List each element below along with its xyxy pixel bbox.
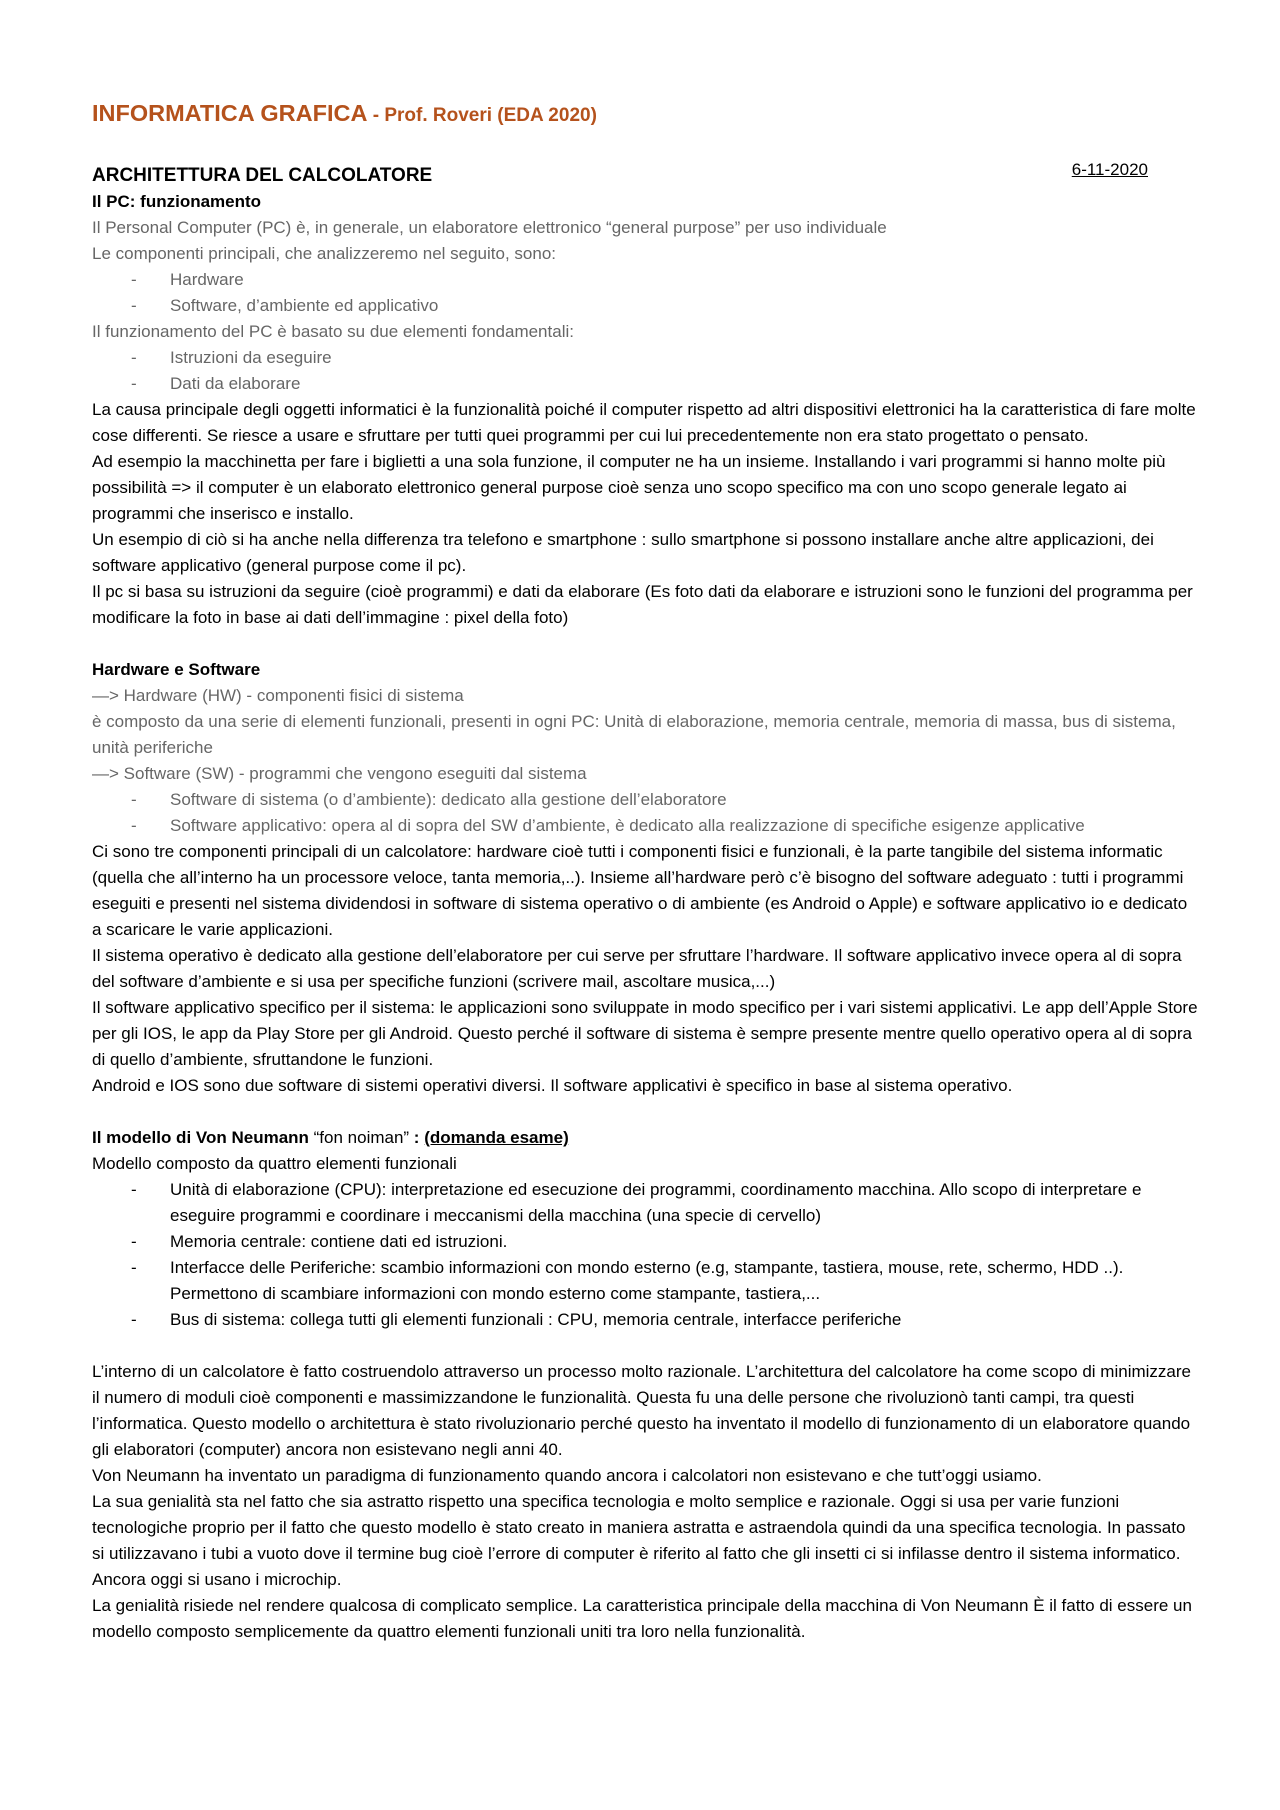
title-main: INFORMATICA GRAFICA [92,100,368,126]
model-elements-list [92,1177,1200,1333]
subheading-hardware-software: Hardware e Software [92,660,261,679]
body-paragraph: L’interno di un calcolatore è fatto costruendolo attraverso un processo molto razionale. L’architettura del calcolatore ha come scopo di minimizzare il numero di moduli cioè componenti e massimizzandone le funzionalità. Questa fu una delle persone che rivoluzionò tanti campi, tra questi l’informatica. Questo modello o architettura è stato rivoluzionario perché questo ha inventato il modello di funzionamento di un elaboratore quando gli elaboratori (computer) ancora non esistevano negli anni 40. [92,1362,1191,1459]
intro-paragraph-1: Il Personal Computer (PC) è, in generale, un elaboratore elettronico “general purpose” per uso individuale [92,218,887,237]
list-item: - Istruzioni da eseguire [92,345,1200,371]
elements-list [92,345,1200,397]
list-item: - Unità di elaborazione (CPU): interpretazione ed esecuzione dei programmi, coordinamento macchina. Allo scopo di interpretare e eseguire programmi e coordinare i meccanismi della macchina (una specie di cervello) [92,1177,1200,1229]
spacer [92,1333,1200,1359]
software-list [92,787,1200,839]
body-paragraph: Il pc si basa su istruzioni da seguire (cioè programmi) e dati da elaborare (Es foto dati da elaborare e istruzioni sono le funzioni del programma per modificare la foto in base ai dati dell’immagine : pixel della foto) [92,582,1193,627]
body-paragraph: La genialità risiede nel rendere qualcosa di complicato semplice. La caratteristica principale della macchina di Von Neumann È il fatto di essere un modello composto semplicemente da quattro elementi funzionali uniti tra loro nella funzionalità. [92,1596,1192,1641]
list-item: - Dati da elaborare [92,371,1200,397]
body-paragraph: La sua genialità sta nel fatto che sia astratto rispetto una specifica tecnologia e molto semplice e razionale. Oggi si usa per varie funzioni tecnologiche proprio per il fatto che questo modello è stato creato in maniera astratta e astraendola quindi da una specifica tecnologia. In passato si utilizzavano i tubi a vuoto dove il termine bug cioè l’errore di computer è riferito al fatto che gli insetti ci si infilasse dentro il sistema informatico. Ancora oggi si usano i microchip. [92,1492,1186,1589]
body-paragraph: Il sistema operativo è dedicato alla gestione dell’elaboratore per cui serve per sfruttare l’hardware. Il software applicativo invece opera al di sopra del software d’ambiente e si usa per specifiche funzioni (scrivere mail, ascoltare musica,...) [92,946,1182,991]
intro-paragraph-2: Le componenti principali, che analizzeremo nel seguito, sono: [92,244,556,263]
body-paragraph: Il software applicativo specifico per il sistema: le applicazioni sono sviluppate in modo specifico per i vari sistemi applicativi. Le app dell’Apple Store per gli IOS, le app da Play Store per gli Android. Questo perché il software di sistema è sempre presente mentre quello operativo opera al di sopra di quello d’ambiente, sfruttandone le funzioni. [92,998,1198,1069]
lecture-date: 6-11-2020 [1071,160,1148,179]
section-heading-text: ARCHITETTURA DEL CALCOLATORE [92,165,433,186]
list-item: - Interfacce delle Periferiche: scambio informazioni con mondo esterno (e.g, stampante, tastiera, mouse, rete, schermo, HDD ..). Permettono di scambiare informazioni con mondo esterno come stampante, tastiera,... [92,1255,1200,1307]
body-paragraph: Un esempio di ciò si ha anche nella differenza tra telefono e smartphone : sullo smartphone si possono installare anche altre applicazioni, dei software applicativo (general purpose come il pc). [92,530,1154,575]
heading-part: Il modello di Von Neumann [92,1128,314,1147]
subheading-von-neumann [92,1125,1200,1151]
hardware-line: —> Hardware (HW) - componenti fisici di sistema [92,686,464,705]
body-paragraph: Ci sono tre componenti principali di un calcolatore: hardware cioè tutti i componenti fisici e funzionali, è la parte tangibile del sistema informatic (quella che all’interno ha un processore veloce, tanta memoria,..). Insieme all’hardware però c’è bisogno del software adeguato : tutti i programmi eseguiti e presenti nel sistema dividendosi in software di sistema operativo o di ambiente (es Android o Apple) e software applicativo io e dedicato a scaricare le varie applicazioni. [92,842,1188,939]
spacer [92,631,1200,657]
body-paragraph: Android e IOS sono due software di sistemi operativi diversi. Il software applicativi è specifico in base al sistema operativo. [92,1076,1013,1095]
basis-paragraph: Il funzionamento del PC è basato su due elementi fondamentali: [92,322,574,341]
components-list [92,267,1200,319]
software-line: —> Software (SW) - programmi che vengono eseguiti dal sistema [92,764,587,783]
pronunciation-note: “fon noiman” [313,1128,410,1147]
document-page [92,100,1200,1645]
hardware-description: è composto da una serie di elementi funzionali, presenti in ogni PC: Unità di elaborazione, memoria centrale, memoria di massa, bus di sistema, unità periferiche [92,712,1176,757]
body-paragraph: Ad esempio la macchinetta per fare i biglietti a una sola funzione, il computer ne ha un insieme. Installando i vari programmi si hanno molte più possibilità => il computer è un elaborato elettronico general purpose cioè senza uno scopo specifico ma con uno scopo generale legato ai programmi che inserisco e installo. [92,452,1166,523]
subheading-pc-funzionamento: Il PC: funzionamento [92,192,262,211]
list-item: - Hardware [92,267,1200,293]
document-title [92,100,1200,127]
model-intro: Modello composto da quattro elementi funzionali [92,1154,457,1173]
body-paragraph: Von Neumann ha inventato un paradigma di funzionamento quando ancora i calcolatori non esistevano e che tutt’oggi usiamo. [92,1466,1042,1485]
list-item: - Bus di sistema: collega tutti gli elementi funzionali : CPU, memoria centrale, interfacce periferiche [92,1307,1200,1333]
section-heading-architettura [92,160,1200,189]
list-item: - Software applicativo: opera al di sopra del SW d’ambiente, è dedicato alla realizzazione di specifiche esigenze applicative [92,813,1200,839]
exam-question-tag: (domanda esame) [424,1128,569,1147]
list-item: - Software, d’ambiente ed applicativo [92,293,1200,319]
body-paragraph: La causa principale degli oggetti informatici è la funzionalità poiché il computer rispetto ad altri dispositivi elettronici ha la caratteristica di fare molte cose differenti. Se riesce a usare e sfruttare per tutti quei programmi per cui lui precedentemente non era stato progettato o pensato. [92,400,1196,445]
title-sub: - Prof. Roveri (EDA 2020) [367,105,597,126]
heading-part: : [409,1128,425,1147]
spacer [92,1099,1200,1125]
list-item: - Memoria centrale: contiene dati ed istruzioni. [92,1229,1200,1255]
list-item: - Software di sistema (o d’ambiente): dedicato alla gestione dell’elaboratore [92,787,1200,813]
